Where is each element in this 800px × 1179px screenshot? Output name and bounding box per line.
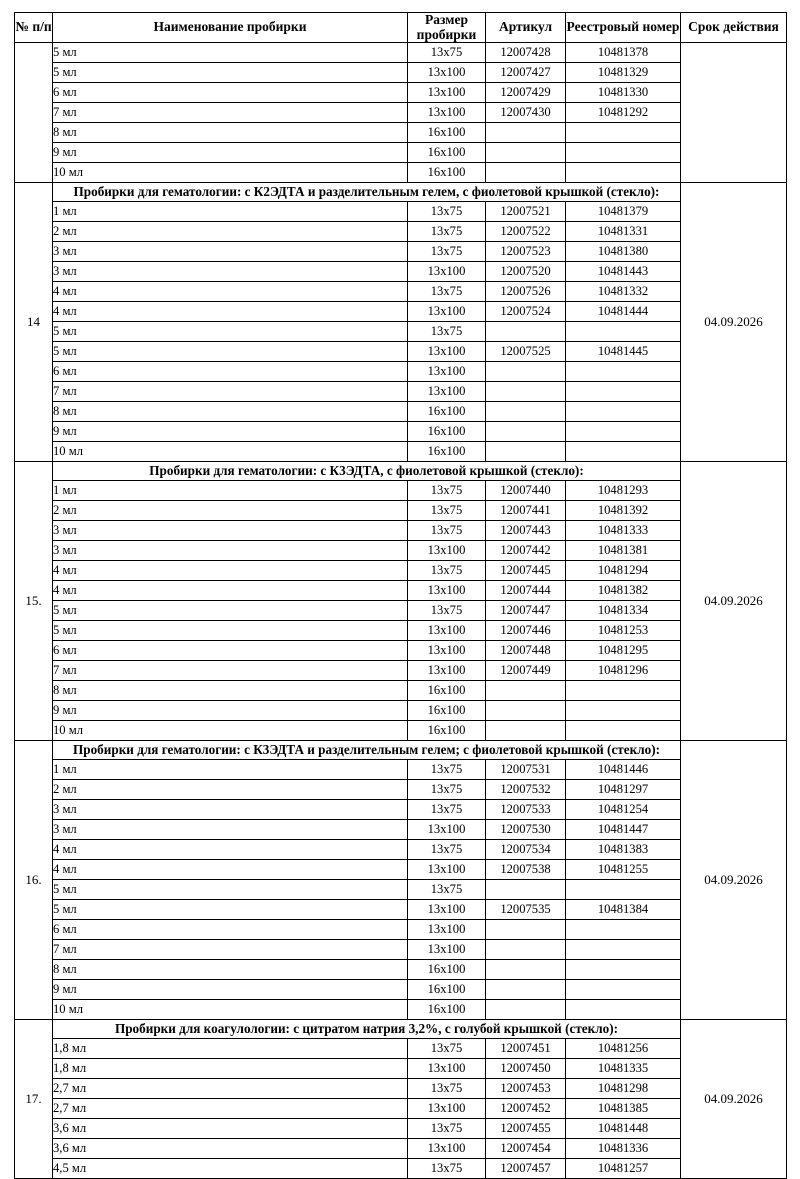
table-row [15, 521, 787, 541]
cell-tube-size: 13x100 [408, 641, 486, 661]
cell-tube-size: 13x75 [408, 322, 486, 342]
cell-registry-number: 10481298 [566, 1079, 681, 1099]
cell-article: 12007445 [486, 561, 566, 581]
cell-tube-name: 5 мл [53, 621, 408, 641]
cell-tube-name: 2 мл [53, 222, 408, 242]
cell-article: 12007449 [486, 661, 566, 681]
cell-tube-name: 1,8 мл [53, 1059, 408, 1079]
cell-article: 12007454 [486, 1139, 566, 1159]
table-row [15, 103, 787, 123]
table-row [15, 222, 787, 242]
table-row [15, 721, 787, 741]
cell-article [486, 362, 566, 382]
cell-tube-name: 4 мл [53, 282, 408, 302]
cell-article: 12007440 [486, 481, 566, 501]
table-row [15, 262, 787, 282]
cell-registry-number [566, 163, 681, 183]
cell-article: 12007448 [486, 641, 566, 661]
cell-registry-number: 10481255 [566, 860, 681, 880]
cell-article [486, 163, 566, 183]
cell-article: 12007447 [486, 601, 566, 621]
cell-registry-number [566, 681, 681, 701]
cell-article [486, 960, 566, 980]
cell-registry-number [566, 123, 681, 143]
cell-tube-name: 3 мл [53, 521, 408, 541]
cell-article: 12007538 [486, 860, 566, 880]
cell-tube-name: 3 мл [53, 800, 408, 820]
cell-tube-name: 4 мл [53, 561, 408, 581]
cell-registry-number: 10481379 [566, 202, 681, 222]
cell-registry-number: 10481296 [566, 661, 681, 681]
cell-tube-name: 3 мл [53, 262, 408, 282]
table-row [15, 681, 787, 701]
cell-registry-number: 10481444 [566, 302, 681, 322]
cell-tube-name: 5 мл [53, 322, 408, 342]
cell-article: 12007532 [486, 780, 566, 800]
table-row [15, 1159, 787, 1179]
cell-tube-size: 13x100 [408, 900, 486, 920]
cell-tube-size: 13x75 [408, 202, 486, 222]
table-row [15, 1099, 787, 1119]
cell-registry-number: 10481257 [566, 1159, 681, 1179]
cell-article: 12007520 [486, 262, 566, 282]
table-row [15, 43, 787, 63]
cell-tube-name: 5 мл [53, 880, 408, 900]
cell-tube-name: 6 мл [53, 83, 408, 103]
cell-registry-number: 10481381 [566, 541, 681, 561]
section-number: 15. [15, 462, 53, 741]
cell-article [486, 920, 566, 940]
cell-registry-number: 10481333 [566, 521, 681, 541]
cell-tube-name: 5 мл [53, 43, 408, 63]
cell-tube-size: 13x100 [408, 83, 486, 103]
cell-tube-name: 7 мл [53, 661, 408, 681]
cell-tube-name: 6 мл [53, 362, 408, 382]
cell-article: 12007533 [486, 800, 566, 820]
cell-tube-size: 16x100 [408, 422, 486, 442]
section-title: Пробирки для гематологии: с К2ЭДТА и разделительным гелем, с фиолетовой крышкой (стекло): [53, 183, 681, 202]
section-title: Пробирки для гематологии: с К3ЭДТА и разделительным гелем; с фиолетовой крышкой (стекло): [53, 741, 681, 760]
cell-article: 12007443 [486, 521, 566, 541]
column-header-number: № п/п [15, 13, 53, 43]
cell-tube-name: 2 мл [53, 501, 408, 521]
section-header-row [15, 183, 787, 202]
cell-registry-number: 10481335 [566, 1059, 681, 1079]
table-row [15, 701, 787, 721]
section-validity [681, 43, 787, 183]
cell-tube-name: 4 мл [53, 302, 408, 322]
table-row [15, 1000, 787, 1020]
table-row [15, 900, 787, 920]
cell-article: 12007428 [486, 43, 566, 63]
table-row [15, 920, 787, 940]
table-row [15, 1139, 787, 1159]
cell-article: 12007453 [486, 1079, 566, 1099]
cell-tube-name: 10 мл [53, 442, 408, 462]
cell-article: 12007429 [486, 83, 566, 103]
section-number: 16. [15, 741, 53, 1020]
cell-tube-size: 13x75 [408, 561, 486, 581]
cell-tube-size: 13x100 [408, 302, 486, 322]
section-validity: 04.09.2026 [681, 183, 787, 462]
cell-tube-name: 3,6 мл [53, 1139, 408, 1159]
section-number [15, 43, 53, 183]
cell-tube-name: 2 мл [53, 780, 408, 800]
cell-article: 12007446 [486, 621, 566, 641]
cell-registry-number: 10481385 [566, 1099, 681, 1119]
cell-tube-size: 13x100 [408, 342, 486, 362]
cell-tube-size: 13x75 [408, 222, 486, 242]
table-row [15, 800, 787, 820]
cell-tube-name: 3 мл [53, 541, 408, 561]
section-title: Пробирки для гематологии: с К3ЭДТА, с фиолетовой крышкой (стекло): [53, 462, 681, 481]
cell-article: 12007522 [486, 222, 566, 242]
cell-tube-size: 13x75 [408, 800, 486, 820]
cell-tube-size: 16x100 [408, 402, 486, 422]
section-header-row [15, 741, 787, 760]
cell-registry-number: 10481336 [566, 1139, 681, 1159]
cell-tube-size: 13x100 [408, 940, 486, 960]
table-row [15, 980, 787, 1000]
section-header-row [15, 1020, 787, 1039]
cell-article: 12007524 [486, 302, 566, 322]
cell-article [486, 422, 566, 442]
table-row [15, 880, 787, 900]
table-row [15, 840, 787, 860]
cell-registry-number [566, 880, 681, 900]
cell-tube-size: 13x100 [408, 621, 486, 641]
table-header-row [15, 13, 787, 43]
cell-article: 12007455 [486, 1119, 566, 1139]
cell-registry-number [566, 382, 681, 402]
section-validity: 04.09.2026 [681, 1020, 787, 1179]
cell-tube-name: 9 мл [53, 422, 408, 442]
cell-registry-number [566, 1000, 681, 1020]
column-header-name: Наименование пробирки [53, 13, 408, 43]
cell-tube-name: 2,7 мл [53, 1099, 408, 1119]
cell-tube-name: 1 мл [53, 481, 408, 501]
cell-article: 12007450 [486, 1059, 566, 1079]
cell-tube-size: 13x100 [408, 661, 486, 681]
cell-registry-number [566, 362, 681, 382]
table-row [15, 282, 787, 302]
table-row [15, 780, 787, 800]
section-validity: 04.09.2026 [681, 741, 787, 1020]
cell-tube-name: 1 мл [53, 760, 408, 780]
table-row [15, 581, 787, 601]
cell-tube-name: 6 мл [53, 920, 408, 940]
cell-tube-name: 8 мл [53, 123, 408, 143]
cell-tube-name: 6 мл [53, 641, 408, 661]
cell-tube-size: 16x100 [408, 143, 486, 163]
cell-tube-name: 10 мл [53, 163, 408, 183]
tube-registry-table [14, 12, 787, 1179]
cell-tube-size: 13x100 [408, 920, 486, 940]
cell-registry-number: 10481383 [566, 840, 681, 860]
cell-tube-size: 13x75 [408, 242, 486, 262]
cell-tube-size: 13x75 [408, 1079, 486, 1099]
cell-tube-name: 7 мл [53, 940, 408, 960]
cell-tube-size: 16x100 [408, 681, 486, 701]
cell-registry-number: 10481330 [566, 83, 681, 103]
table-row [15, 481, 787, 501]
section-validity: 04.09.2026 [681, 462, 787, 741]
cell-article: 12007457 [486, 1159, 566, 1179]
cell-registry-number: 10481294 [566, 561, 681, 581]
cell-tube-size: 16x100 [408, 960, 486, 980]
table-row [15, 143, 787, 163]
cell-tube-name: 3 мл [53, 820, 408, 840]
cell-tube-name: 4,5 мл [53, 1159, 408, 1179]
cell-article: 12007444 [486, 581, 566, 601]
cell-tube-size: 13x75 [408, 1159, 486, 1179]
cell-registry-number [566, 422, 681, 442]
cell-registry-number [566, 721, 681, 741]
cell-article [486, 940, 566, 960]
table-row [15, 402, 787, 422]
cell-tube-name: 1 мл [53, 202, 408, 222]
cell-tube-name: 7 мл [53, 382, 408, 402]
cell-article: 12007427 [486, 63, 566, 83]
cell-registry-number [566, 402, 681, 422]
table-row [15, 362, 787, 382]
cell-tube-size: 13x100 [408, 103, 486, 123]
cell-tube-name: 8 мл [53, 681, 408, 701]
table-row [15, 940, 787, 960]
cell-article [486, 402, 566, 422]
table-row [15, 123, 787, 143]
table-row [15, 1059, 787, 1079]
table-row [15, 501, 787, 521]
cell-article [486, 701, 566, 721]
cell-tube-name: 8 мл [53, 402, 408, 422]
cell-article: 12007430 [486, 103, 566, 123]
cell-registry-number: 10481254 [566, 800, 681, 820]
cell-tube-size: 16x100 [408, 980, 486, 1000]
cell-article [486, 1000, 566, 1020]
cell-registry-number: 10481292 [566, 103, 681, 123]
cell-tube-size: 13x75 [408, 760, 486, 780]
cell-registry-number: 10481256 [566, 1039, 681, 1059]
cell-tube-size: 16x100 [408, 701, 486, 721]
cell-article [486, 382, 566, 402]
cell-tube-name: 8 мл [53, 960, 408, 980]
table-row [15, 601, 787, 621]
cell-registry-number: 10481382 [566, 581, 681, 601]
section-number: 17. [15, 1020, 53, 1179]
cell-registry-number: 10481253 [566, 621, 681, 641]
cell-registry-number [566, 960, 681, 980]
cell-tube-size: 13x75 [408, 1039, 486, 1059]
cell-article: 12007534 [486, 840, 566, 860]
cell-registry-number: 10481329 [566, 63, 681, 83]
table-row [15, 1079, 787, 1099]
column-header-registry: Реестровый номер [566, 13, 681, 43]
table-row [15, 641, 787, 661]
table-row [15, 322, 787, 342]
cell-tube-name: 1,8 мл [53, 1039, 408, 1059]
cell-registry-number: 10481332 [566, 282, 681, 302]
section-title: Пробирки для коагулологии: с цитратом натрия 3,2%, с голубой крышкой (стекло): [53, 1020, 681, 1039]
cell-article: 12007441 [486, 501, 566, 521]
table-row [15, 382, 787, 402]
cell-tube-size: 13x100 [408, 1099, 486, 1119]
cell-tube-size: 13x100 [408, 382, 486, 402]
cell-tube-name: 5 мл [53, 900, 408, 920]
cell-registry-number: 10481295 [566, 641, 681, 661]
cell-registry-number [566, 940, 681, 960]
cell-tube-size: 13x75 [408, 501, 486, 521]
cell-registry-number: 10481293 [566, 481, 681, 501]
cell-tube-size: 13x100 [408, 362, 486, 382]
table-row [15, 621, 787, 641]
cell-article: 12007452 [486, 1099, 566, 1119]
cell-tube-size: 13x100 [408, 262, 486, 282]
cell-article: 12007530 [486, 820, 566, 840]
cell-article: 12007521 [486, 202, 566, 222]
table-row [15, 63, 787, 83]
cell-tube-size: 13x75 [408, 43, 486, 63]
table-header [15, 13, 787, 43]
table-body [15, 43, 787, 1179]
cell-tube-name: 2,7 мл [53, 1079, 408, 1099]
cell-tube-name: 3 мл [53, 242, 408, 262]
cell-registry-number: 10481448 [566, 1119, 681, 1139]
cell-registry-number: 10481443 [566, 262, 681, 282]
cell-tube-name: 4 мл [53, 581, 408, 601]
cell-tube-size: 13x100 [408, 581, 486, 601]
cell-tube-size: 13x100 [408, 820, 486, 840]
cell-tube-name: 7 мл [53, 103, 408, 123]
cell-tube-name: 9 мл [53, 701, 408, 721]
cell-tube-size: 13x100 [408, 1059, 486, 1079]
table-row [15, 541, 787, 561]
cell-tube-size: 16x100 [408, 163, 486, 183]
cell-registry-number: 10481446 [566, 760, 681, 780]
table-row [15, 561, 787, 581]
table-row [15, 760, 787, 780]
table-row [15, 202, 787, 222]
cell-registry-number [566, 322, 681, 342]
cell-article [486, 681, 566, 701]
cell-tube-size: 13x75 [408, 521, 486, 541]
section-number: 14 [15, 183, 53, 462]
cell-tube-size: 13x75 [408, 840, 486, 860]
cell-article: 12007526 [486, 282, 566, 302]
cell-article [486, 143, 566, 163]
cell-article: 12007525 [486, 342, 566, 362]
cell-tube-size: 13x75 [408, 601, 486, 621]
cell-registry-number: 10481392 [566, 501, 681, 521]
cell-registry-number: 10481331 [566, 222, 681, 242]
cell-tube-size: 16x100 [408, 442, 486, 462]
column-header-validity: Срок действия [681, 13, 787, 43]
cell-article [486, 980, 566, 1000]
cell-tube-size: 13x75 [408, 1119, 486, 1139]
cell-registry-number [566, 701, 681, 721]
cell-tube-size: 16x100 [408, 123, 486, 143]
cell-tube-name: 10 мл [53, 721, 408, 741]
cell-registry-number: 10481378 [566, 43, 681, 63]
cell-tube-name: 5 мл [53, 342, 408, 362]
table-row [15, 83, 787, 103]
cell-article: 12007531 [486, 760, 566, 780]
table-row [15, 442, 787, 462]
cell-tube-size: 16x100 [408, 721, 486, 741]
cell-tube-name: 4 мл [53, 840, 408, 860]
section-header-row [15, 462, 787, 481]
table-row [15, 960, 787, 980]
cell-tube-size: 13x75 [408, 481, 486, 501]
table-row [15, 1119, 787, 1139]
cell-tube-size: 13x100 [408, 1139, 486, 1159]
table-row [15, 242, 787, 262]
table-row [15, 820, 787, 840]
cell-registry-number: 10481334 [566, 601, 681, 621]
cell-tube-size: 13x100 [408, 860, 486, 880]
cell-article: 12007535 [486, 900, 566, 920]
cell-tube-size: 16x100 [408, 1000, 486, 1020]
cell-tube-name: 5 мл [53, 601, 408, 621]
cell-registry-number [566, 980, 681, 1000]
cell-tube-name: 4 мл [53, 860, 408, 880]
cell-tube-size: 13x100 [408, 541, 486, 561]
cell-tube-size: 13x100 [408, 63, 486, 83]
cell-tube-name: 10 мл [53, 1000, 408, 1020]
cell-registry-number: 10481384 [566, 900, 681, 920]
cell-article: 12007523 [486, 242, 566, 262]
cell-tube-name: 9 мл [53, 143, 408, 163]
cell-tube-name: 9 мл [53, 980, 408, 1000]
cell-tube-size: 13x75 [408, 880, 486, 900]
table-row [15, 163, 787, 183]
cell-tube-size: 13x75 [408, 780, 486, 800]
cell-article [486, 721, 566, 741]
cell-registry-number [566, 442, 681, 462]
cell-article [486, 123, 566, 143]
table-row [15, 422, 787, 442]
table-row [15, 1039, 787, 1059]
column-header-article: Артикул [486, 13, 566, 43]
cell-registry-number [566, 920, 681, 940]
column-header-size: Размер пробирки [408, 13, 486, 43]
cell-tube-name: 3,6 мл [53, 1119, 408, 1139]
table-row [15, 661, 787, 681]
cell-registry-number: 10481380 [566, 242, 681, 262]
cell-article [486, 442, 566, 462]
cell-tube-size: 13x75 [408, 282, 486, 302]
cell-article [486, 322, 566, 342]
cell-registry-number: 10481447 [566, 820, 681, 840]
cell-article: 12007442 [486, 541, 566, 561]
cell-tube-name: 5 мл [53, 63, 408, 83]
cell-registry-number: 10481297 [566, 780, 681, 800]
table-row [15, 342, 787, 362]
table-row [15, 860, 787, 880]
cell-registry-number: 10481445 [566, 342, 681, 362]
cell-article [486, 880, 566, 900]
cell-article: 12007451 [486, 1039, 566, 1059]
cell-registry-number [566, 143, 681, 163]
table-row [15, 302, 787, 322]
